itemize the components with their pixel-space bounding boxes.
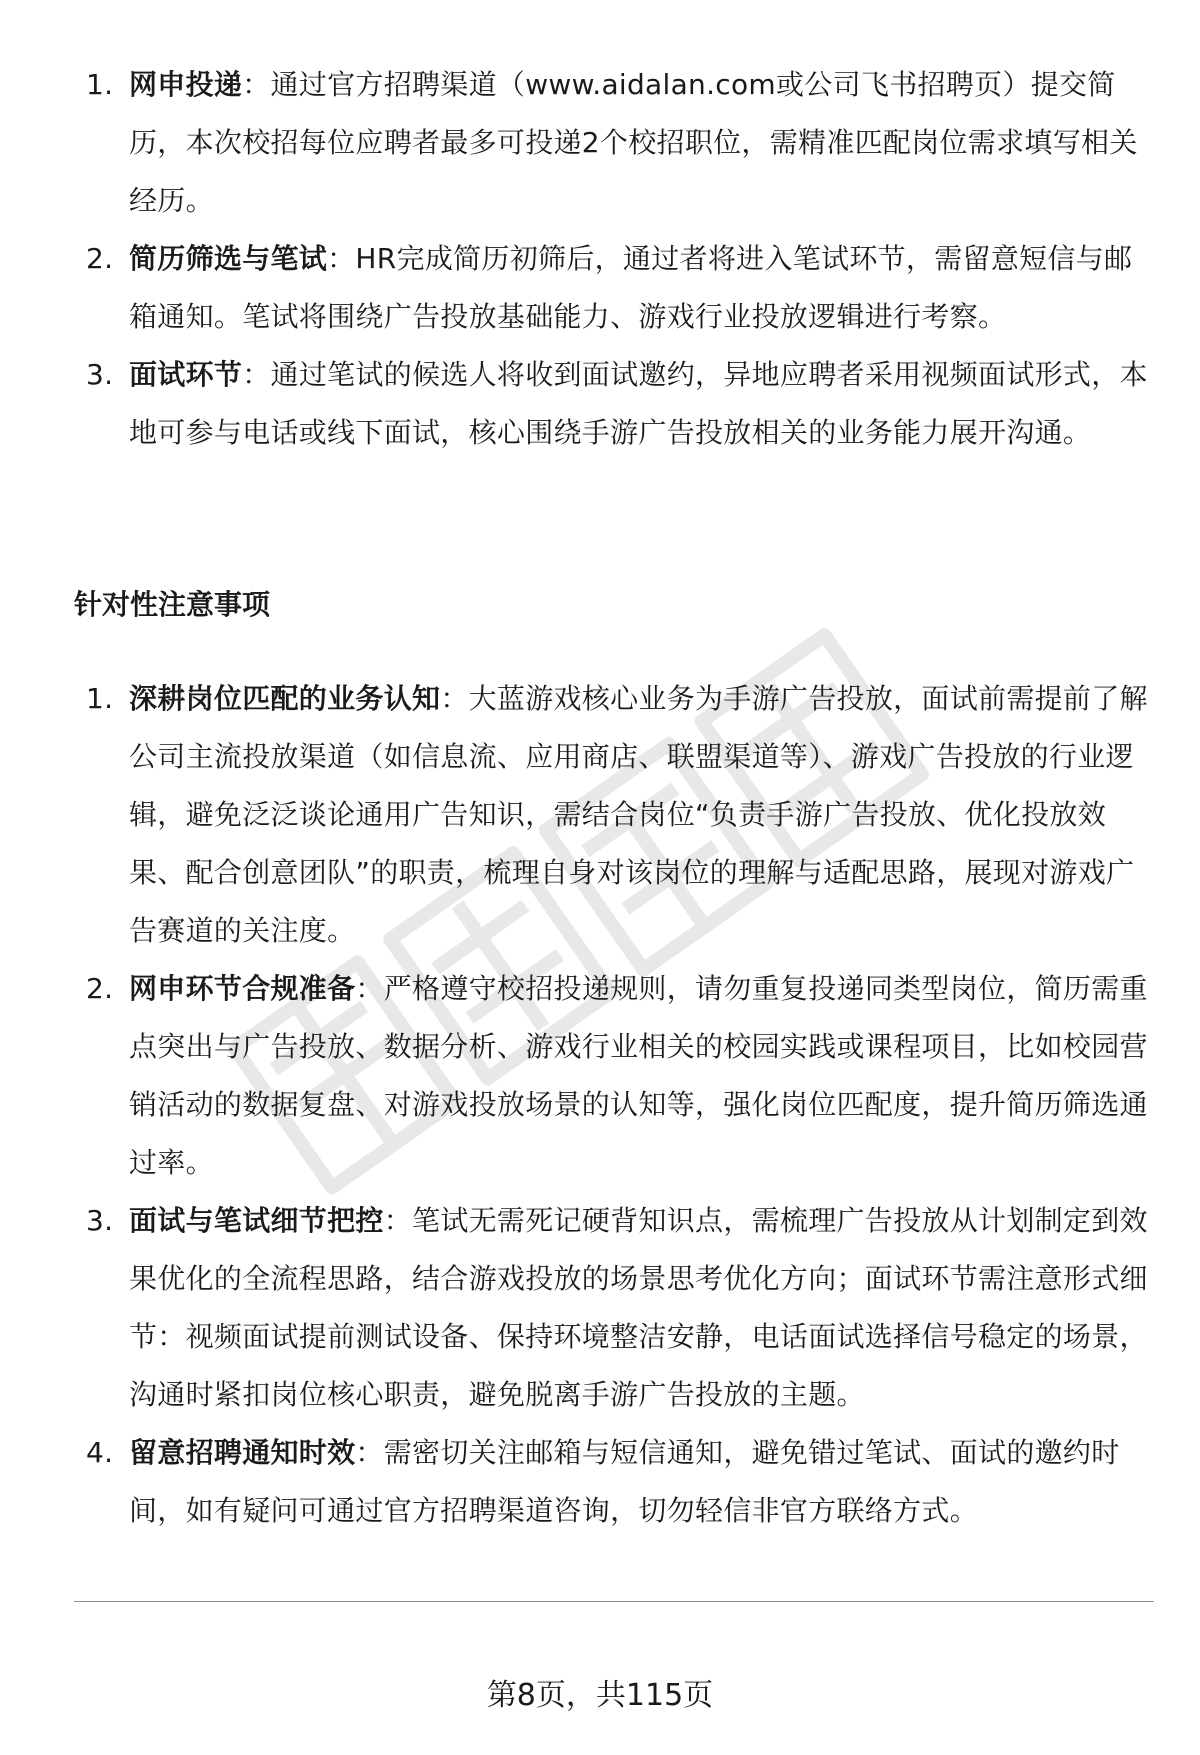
process-list <box>0 56 1200 462</box>
list-item-keyword: 面试环节 <box>129 358 243 391</box>
notes-list <box>0 670 1200 1540</box>
page-number-footer: 第8页，共115页 <box>486 1678 714 1713</box>
list-item-number: 1. <box>86 68 114 101</box>
list-item-separator: ： <box>355 972 384 1005</box>
list-item-keyword: 网申环节合规准备 <box>129 972 356 1005</box>
list-item <box>0 960 1200 1192</box>
list-item-separator: ： <box>383 1204 413 1237</box>
list-item-text: 大蓝游戏核心业务为手游广告投放，面试前需提前了解公司主流投放渠道（如信息流、应用商店、联盟渠道等）、游戏广告投放的行业逻辑，避免泛泛谈论通用广告知识，需结合岗位“负责手游广告投放、优化投放效果、配合创意团队”的职责，梳理自身对该岗位的理解与适配思路，展现对游戏广告赛道的关注度。 <box>129 682 1148 947</box>
list-item-text: 需密切关注邮箱与短信通知，避免错过笔试、面试的邀约时间，如有疑问可通过官方招聘渠道咨询，切勿轻信非官方联络方式。 <box>129 1436 1120 1527</box>
list-item-separator: ： <box>242 68 271 101</box>
list-item-text: 通过笔试的候选人将收到面试邀约，异地应聘者采用视频面试形式，本地可参与电话或线下面试，核心围绕手游广告投放相关的业务能力展开沟通。 <box>129 358 1148 449</box>
list-item-keyword: 深耕岗位匹配的业务认知 <box>129 682 441 715</box>
list-item-text: HR完成简历初筛后，通过者将进入笔试环节，需留意短信与邮箱通知。笔试将围绕广告投放基础能力、游戏行业投放逻辑进行考察。 <box>129 242 1133 333</box>
list-item-number: 3. <box>86 358 114 391</box>
list-item-number: 4. <box>86 1436 114 1469</box>
list-item-number: 2. <box>86 242 114 275</box>
list-item-keyword: 留意招聘通知时效 <box>129 1436 356 1469</box>
list-item-text: 通过官方招聘渠道（www.aidalan.com或公司飞书招聘页）提交简历，本次校招每位应聘者最多可投递2个校招职位，需精准匹配岗位需求填写相关经历。 <box>129 68 1138 217</box>
list-item <box>0 1192 1200 1424</box>
section-heading: 针对性注意事项 <box>74 588 271 621</box>
list-item-number: 3. <box>86 1204 114 1237</box>
list-item-separator: ： <box>355 1436 384 1469</box>
list-item-keyword: 简历筛选与笔试 <box>129 242 328 275</box>
list-item-separator: ： <box>242 358 271 391</box>
list-item-separator: ： <box>440 682 469 715</box>
list-item-number: 2. <box>86 972 114 1005</box>
footer-divider <box>74 1601 1154 1602</box>
list-item-text: 笔试无需死记硬背知识点，需梳理广告投放从计划制定到效果优化的全流程思路，结合游戏投放的场景思考优化方向；面试环节需注意形式细节：视频面试提前测试设备、保持环境整洁安静，电话面试选择信号稳定的场景，沟通时紧扣岗位核心职责，避免脱离手游广告投放的主题。 <box>129 1204 1148 1411</box>
list-item <box>0 56 1200 230</box>
list-item-separator: ： <box>327 242 356 275</box>
list-item-keyword: 网申投递 <box>129 68 243 101</box>
list-item <box>0 346 1200 462</box>
list-item-text: 严格遵守校招投递规则，请勿重复投递同类型岗位，简历需重点突出与广告投放、数据分析、游戏行业相关的校园实践或课程项目，比如校园营销活动的数据复盘、对游戏投放场景的认知等，强化岗位匹配度，提升简历筛选通过率。 <box>129 972 1148 1179</box>
list-item-number: 1. <box>86 682 114 715</box>
list-item-keyword: 面试与笔试细节把控 <box>129 1204 384 1237</box>
list-item <box>0 1424 1200 1540</box>
list-item <box>0 670 1200 960</box>
list-item <box>0 230 1200 346</box>
